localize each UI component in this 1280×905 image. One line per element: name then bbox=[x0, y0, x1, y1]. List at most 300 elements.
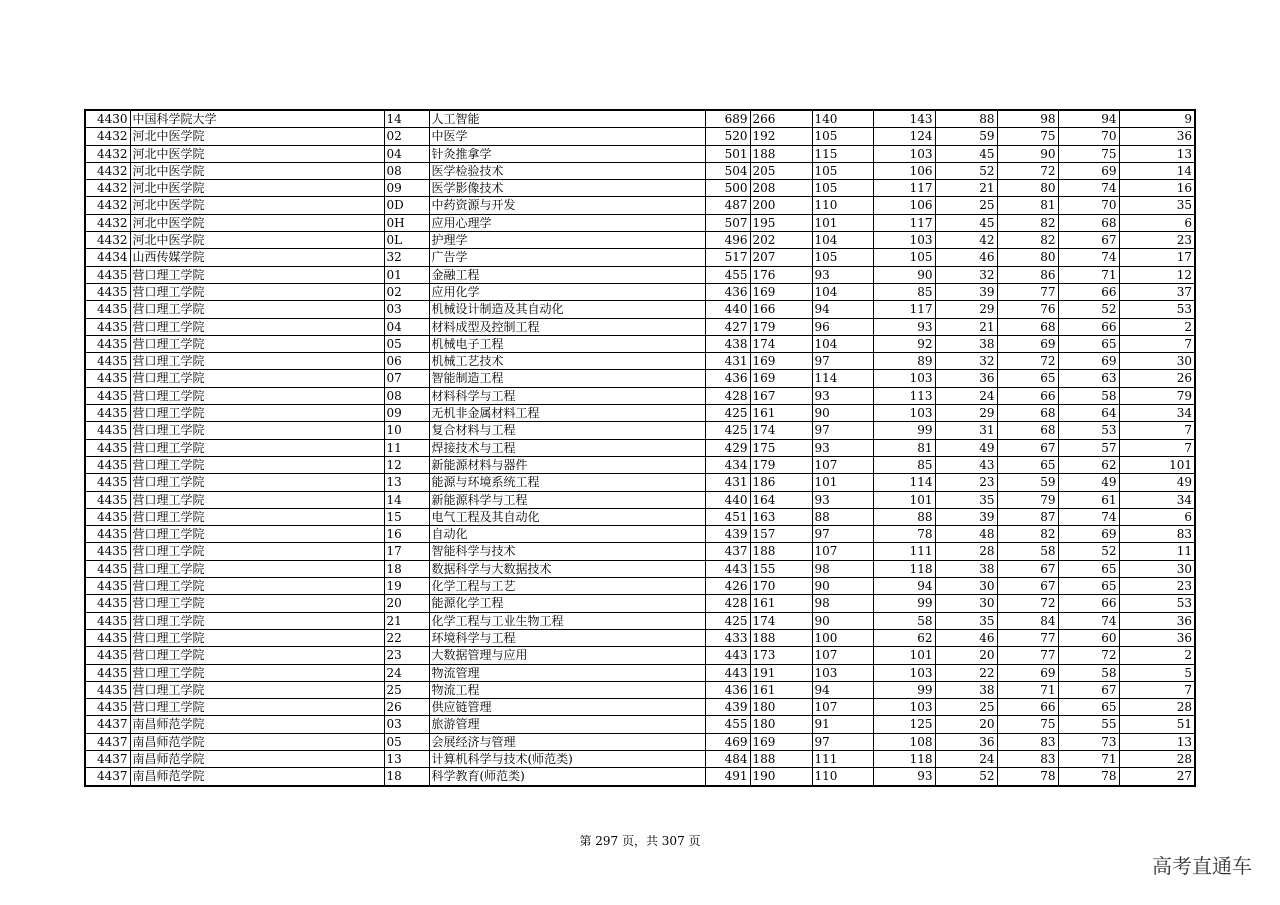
cell-score-c: 62 bbox=[873, 629, 935, 646]
cell-score-e: 76 bbox=[997, 301, 1058, 318]
cell-score-e: 71 bbox=[997, 681, 1058, 698]
cell-score-e: 68 bbox=[997, 422, 1058, 439]
cell-score-b: 93 bbox=[812, 491, 873, 508]
table-row bbox=[85, 335, 1195, 352]
cell-score-f: 70 bbox=[1058, 128, 1119, 145]
cell-school-code: 4432 bbox=[85, 180, 130, 197]
cell-score-e: 77 bbox=[997, 629, 1058, 646]
cell-major-name: 化学工程与工业生物工程 bbox=[429, 612, 705, 629]
cell-score-f: 58 bbox=[1058, 387, 1119, 404]
cell-school-name: 营口理工学院 bbox=[130, 612, 384, 629]
cell-score-f: 67 bbox=[1058, 681, 1119, 698]
cell-score-d: 46 bbox=[935, 629, 997, 646]
cell-score-b: 97 bbox=[812, 526, 873, 543]
cell-score-d: 20 bbox=[935, 647, 997, 664]
score-table bbox=[84, 109, 1196, 787]
cell-count: 36 bbox=[1119, 629, 1195, 646]
cell-score-f: 60 bbox=[1058, 629, 1119, 646]
cell-score-c: 111 bbox=[873, 543, 935, 560]
cell-count: 2 bbox=[1119, 318, 1195, 335]
table-body bbox=[85, 110, 1195, 786]
cell-major-code: 25 bbox=[384, 681, 429, 698]
cell-total-score: 436 bbox=[705, 681, 750, 698]
cell-school-code: 4432 bbox=[85, 214, 130, 231]
cell-score-b: 105 bbox=[812, 249, 873, 266]
cell-score-f: 69 bbox=[1058, 162, 1119, 179]
cell-score-b: 107 bbox=[812, 543, 873, 560]
cell-count: 26 bbox=[1119, 370, 1195, 387]
cell-score-f: 61 bbox=[1058, 491, 1119, 508]
cell-school-code: 4432 bbox=[85, 162, 130, 179]
cell-major-code: 21 bbox=[384, 612, 429, 629]
cell-score-f: 52 bbox=[1058, 543, 1119, 560]
cell-school-name: 河北中医学院 bbox=[130, 214, 384, 231]
cell-school-code: 4435 bbox=[85, 543, 130, 560]
page-footer: 第 297 页，共 307 页 bbox=[579, 834, 701, 848]
cell-major-name: 焊接技术与工程 bbox=[429, 439, 705, 456]
cell-school-code: 4435 bbox=[85, 266, 130, 283]
cell-score-d: 32 bbox=[935, 266, 997, 283]
cell-score-f: 63 bbox=[1058, 370, 1119, 387]
cell-score-c: 117 bbox=[873, 301, 935, 318]
cell-major-name: 医学检验技术 bbox=[429, 162, 705, 179]
cell-school-name: 营口理工学院 bbox=[130, 387, 384, 404]
cell-score-b: 101 bbox=[812, 474, 873, 491]
cell-score-b: 110 bbox=[812, 768, 873, 786]
cell-total-score: 429 bbox=[705, 439, 750, 456]
cell-school-name: 营口理工学院 bbox=[130, 474, 384, 491]
cell-count: 12 bbox=[1119, 266, 1195, 283]
cell-major-name: 机械电子工程 bbox=[429, 335, 705, 352]
cell-school-name: 营口理工学院 bbox=[130, 578, 384, 595]
cell-major-name: 环境科学与工程 bbox=[429, 629, 705, 646]
cell-major-name: 护理学 bbox=[429, 232, 705, 249]
cell-score-d: 24 bbox=[935, 387, 997, 404]
cell-score-a: 195 bbox=[750, 214, 812, 231]
cell-school-name: 营口理工学院 bbox=[130, 526, 384, 543]
cell-score-a: 161 bbox=[750, 595, 812, 612]
cell-score-c: 93 bbox=[873, 318, 935, 335]
cell-school-name: 南昌师范学院 bbox=[130, 768, 384, 786]
cell-school-name: 营口理工学院 bbox=[130, 543, 384, 560]
cell-school-code: 4435 bbox=[85, 612, 130, 629]
cell-major-name: 无机非金属材料工程 bbox=[429, 405, 705, 422]
cell-school-name: 营口理工学院 bbox=[130, 508, 384, 525]
cell-score-a: 191 bbox=[750, 664, 812, 681]
cell-score-d: 21 bbox=[935, 180, 997, 197]
cell-score-a: 179 bbox=[750, 456, 812, 473]
cell-major-code: 01 bbox=[384, 266, 429, 283]
cell-count: 2 bbox=[1119, 647, 1195, 664]
cell-school-code: 4435 bbox=[85, 335, 130, 352]
cell-total-score: 440 bbox=[705, 491, 750, 508]
cell-score-a: 188 bbox=[750, 629, 812, 646]
table-row bbox=[85, 474, 1195, 491]
cell-score-d: 29 bbox=[935, 405, 997, 422]
cell-major-name: 大数据管理与应用 bbox=[429, 647, 705, 664]
cell-total-score: 507 bbox=[705, 214, 750, 231]
cell-count: 79 bbox=[1119, 387, 1195, 404]
cell-total-score: 443 bbox=[705, 647, 750, 664]
cell-score-b: 100 bbox=[812, 629, 873, 646]
cell-major-name: 医学影像技术 bbox=[429, 180, 705, 197]
table-row bbox=[85, 387, 1195, 404]
cell-score-d: 30 bbox=[935, 595, 997, 612]
table-row bbox=[85, 595, 1195, 612]
table-row bbox=[85, 162, 1195, 179]
cell-score-d: 45 bbox=[935, 145, 997, 162]
cell-count: 53 bbox=[1119, 595, 1195, 612]
cell-score-a: 174 bbox=[750, 422, 812, 439]
cell-score-d: 52 bbox=[935, 162, 997, 179]
cell-score-e: 80 bbox=[997, 249, 1058, 266]
cell-score-e: 72 bbox=[997, 595, 1058, 612]
cell-school-name: 营口理工学院 bbox=[130, 422, 384, 439]
cell-school-code: 4435 bbox=[85, 370, 130, 387]
cell-score-c: 99 bbox=[873, 595, 935, 612]
cell-score-d: 25 bbox=[935, 699, 997, 716]
cell-score-b: 107 bbox=[812, 699, 873, 716]
cell-total-score: 487 bbox=[705, 197, 750, 214]
cell-score-b: 105 bbox=[812, 162, 873, 179]
cell-score-e: 87 bbox=[997, 508, 1058, 525]
cell-score-c: 103 bbox=[873, 664, 935, 681]
cell-score-c: 103 bbox=[873, 232, 935, 249]
cell-score-a: 170 bbox=[750, 578, 812, 595]
cell-total-score: 440 bbox=[705, 301, 750, 318]
cell-school-code: 4435 bbox=[85, 526, 130, 543]
cell-major-code: 18 bbox=[384, 768, 429, 786]
cell-score-c: 114 bbox=[873, 474, 935, 491]
cell-score-a: 161 bbox=[750, 681, 812, 698]
cell-score-b: 98 bbox=[812, 595, 873, 612]
cell-major-name: 能源与环境系统工程 bbox=[429, 474, 705, 491]
cell-score-d: 31 bbox=[935, 422, 997, 439]
cell-score-a: 169 bbox=[750, 370, 812, 387]
cell-total-score: 425 bbox=[705, 422, 750, 439]
cell-major-code: 05 bbox=[384, 733, 429, 750]
cell-major-name: 中医学 bbox=[429, 128, 705, 145]
cell-score-b: 104 bbox=[812, 335, 873, 352]
table-row bbox=[85, 716, 1195, 733]
cell-count: 36 bbox=[1119, 612, 1195, 629]
cell-score-b: 94 bbox=[812, 681, 873, 698]
cell-score-f: 57 bbox=[1058, 439, 1119, 456]
cell-score-c: 101 bbox=[873, 647, 935, 664]
cell-major-code: 0D bbox=[384, 197, 429, 214]
table-row bbox=[85, 560, 1195, 577]
cell-school-name: 营口理工学院 bbox=[130, 318, 384, 335]
cell-major-code: 09 bbox=[384, 405, 429, 422]
cell-score-b: 140 bbox=[812, 110, 873, 128]
cell-school-name: 营口理工学院 bbox=[130, 405, 384, 422]
cell-score-d: 38 bbox=[935, 335, 997, 352]
cell-school-code: 4435 bbox=[85, 491, 130, 508]
table-row bbox=[85, 629, 1195, 646]
cell-score-a: 192 bbox=[750, 128, 812, 145]
cell-score-a: 205 bbox=[750, 162, 812, 179]
cell-major-code: 10 bbox=[384, 422, 429, 439]
cell-score-a: 169 bbox=[750, 283, 812, 300]
cell-score-d: 29 bbox=[935, 301, 997, 318]
cell-major-name: 旅游管理 bbox=[429, 716, 705, 733]
cell-score-a: 161 bbox=[750, 405, 812, 422]
cell-total-score: 517 bbox=[705, 249, 750, 266]
cell-total-score: 431 bbox=[705, 353, 750, 370]
cell-major-name: 应用心理学 bbox=[429, 214, 705, 231]
table-row bbox=[85, 370, 1195, 387]
cell-score-f: 62 bbox=[1058, 456, 1119, 473]
cell-total-score: 469 bbox=[705, 733, 750, 750]
cell-score-d: 22 bbox=[935, 664, 997, 681]
cell-total-score: 428 bbox=[705, 595, 750, 612]
cell-major-name: 广告学 bbox=[429, 249, 705, 266]
cell-major-name: 机械工艺技术 bbox=[429, 353, 705, 370]
cell-score-d: 24 bbox=[935, 750, 997, 767]
cell-score-d: 42 bbox=[935, 232, 997, 249]
cell-score-d: 32 bbox=[935, 353, 997, 370]
cell-major-name: 数据科学与大数据技术 bbox=[429, 560, 705, 577]
cell-total-score: 433 bbox=[705, 629, 750, 646]
cell-score-f: 72 bbox=[1058, 647, 1119, 664]
cell-score-a: 173 bbox=[750, 647, 812, 664]
cell-major-name: 新能源材料与器件 bbox=[429, 456, 705, 473]
cell-score-e: 68 bbox=[997, 405, 1058, 422]
cell-major-code: 07 bbox=[384, 370, 429, 387]
cell-score-e: 77 bbox=[997, 647, 1058, 664]
cell-major-code: 04 bbox=[384, 318, 429, 335]
cell-score-b: 101 bbox=[812, 214, 873, 231]
cell-major-code: 14 bbox=[384, 110, 429, 128]
cell-count: 6 bbox=[1119, 214, 1195, 231]
cell-score-e: 72 bbox=[997, 162, 1058, 179]
cell-score-f: 94 bbox=[1058, 110, 1119, 128]
table-row bbox=[85, 318, 1195, 335]
cell-major-code: 32 bbox=[384, 249, 429, 266]
cell-count: 7 bbox=[1119, 681, 1195, 698]
cell-score-c: 85 bbox=[873, 456, 935, 473]
cell-score-b: 91 bbox=[812, 716, 873, 733]
cell-score-a: 188 bbox=[750, 543, 812, 560]
cell-score-d: 21 bbox=[935, 318, 997, 335]
cell-school-name: 河北中医学院 bbox=[130, 232, 384, 249]
cell-school-code: 4435 bbox=[85, 283, 130, 300]
table-row bbox=[85, 353, 1195, 370]
table-row bbox=[85, 145, 1195, 162]
cell-count: 34 bbox=[1119, 405, 1195, 422]
cell-total-score: 504 bbox=[705, 162, 750, 179]
cell-major-code: 13 bbox=[384, 474, 429, 491]
cell-score-d: 48 bbox=[935, 526, 997, 543]
cell-school-code: 4435 bbox=[85, 318, 130, 335]
cell-score-c: 103 bbox=[873, 370, 935, 387]
cell-major-code: 16 bbox=[384, 526, 429, 543]
cell-count: 35 bbox=[1119, 197, 1195, 214]
cell-score-d: 30 bbox=[935, 578, 997, 595]
cell-major-code: 02 bbox=[384, 128, 429, 145]
table-row bbox=[85, 508, 1195, 525]
cell-score-a: 164 bbox=[750, 491, 812, 508]
cell-school-name: 河北中医学院 bbox=[130, 128, 384, 145]
cell-score-c: 125 bbox=[873, 716, 935, 733]
table-row bbox=[85, 750, 1195, 767]
cell-school-name: 河北中医学院 bbox=[130, 145, 384, 162]
cell-school-code: 4435 bbox=[85, 456, 130, 473]
table-row bbox=[85, 197, 1195, 214]
cell-score-a: 186 bbox=[750, 474, 812, 491]
cell-score-b: 98 bbox=[812, 560, 873, 577]
cell-total-score: 436 bbox=[705, 283, 750, 300]
cell-major-name: 智能制造工程 bbox=[429, 370, 705, 387]
cell-school-code: 4432 bbox=[85, 128, 130, 145]
table-row bbox=[85, 456, 1195, 473]
cell-total-score: 439 bbox=[705, 699, 750, 716]
cell-score-d: 46 bbox=[935, 249, 997, 266]
cell-major-name: 化学工程与工艺 bbox=[429, 578, 705, 595]
cell-total-score: 500 bbox=[705, 180, 750, 197]
cell-total-score: 491 bbox=[705, 768, 750, 786]
cell-score-a: 174 bbox=[750, 335, 812, 352]
cell-school-name: 河北中医学院 bbox=[130, 162, 384, 179]
cell-school-name: 中国科学院大学 bbox=[130, 110, 384, 128]
cell-score-b: 107 bbox=[812, 647, 873, 664]
cell-score-b: 88 bbox=[812, 508, 873, 525]
cell-score-e: 82 bbox=[997, 214, 1058, 231]
cell-score-c: 99 bbox=[873, 422, 935, 439]
cell-count: 7 bbox=[1119, 439, 1195, 456]
cell-score-a: 169 bbox=[750, 733, 812, 750]
cell-score-c: 108 bbox=[873, 733, 935, 750]
cell-score-e: 82 bbox=[997, 526, 1058, 543]
cell-score-e: 75 bbox=[997, 128, 1058, 145]
cell-school-name: 河北中医学院 bbox=[130, 197, 384, 214]
cell-score-f: 73 bbox=[1058, 733, 1119, 750]
cell-score-f: 74 bbox=[1058, 612, 1119, 629]
cell-score-f: 68 bbox=[1058, 214, 1119, 231]
cell-total-score: 425 bbox=[705, 405, 750, 422]
cell-score-a: 188 bbox=[750, 145, 812, 162]
table-row bbox=[85, 232, 1195, 249]
cell-total-score: 436 bbox=[705, 370, 750, 387]
table-row bbox=[85, 283, 1195, 300]
cell-total-score: 425 bbox=[705, 612, 750, 629]
cell-score-a: 180 bbox=[750, 699, 812, 716]
table-row bbox=[85, 180, 1195, 197]
cell-school-name: 河北中医学院 bbox=[130, 180, 384, 197]
cell-total-score: 455 bbox=[705, 266, 750, 283]
cell-total-score: 428 bbox=[705, 387, 750, 404]
cell-school-code: 4435 bbox=[85, 405, 130, 422]
cell-score-f: 65 bbox=[1058, 335, 1119, 352]
cell-score-b: 90 bbox=[812, 612, 873, 629]
cell-score-e: 67 bbox=[997, 560, 1058, 577]
cell-major-code: 09 bbox=[384, 180, 429, 197]
cell-total-score: 443 bbox=[705, 560, 750, 577]
cell-score-b: 93 bbox=[812, 439, 873, 456]
cell-score-e: 78 bbox=[997, 768, 1058, 786]
cell-score-d: 45 bbox=[935, 214, 997, 231]
cell-count: 23 bbox=[1119, 232, 1195, 249]
cell-school-name: 山西传媒学院 bbox=[130, 249, 384, 266]
cell-score-c: 113 bbox=[873, 387, 935, 404]
cell-score-e: 59 bbox=[997, 474, 1058, 491]
cell-school-code: 4435 bbox=[85, 422, 130, 439]
cell-count: 16 bbox=[1119, 180, 1195, 197]
cell-score-b: 115 bbox=[812, 145, 873, 162]
cell-score-e: 66 bbox=[997, 387, 1058, 404]
cell-school-name: 营口理工学院 bbox=[130, 491, 384, 508]
cell-score-d: 20 bbox=[935, 716, 997, 733]
cell-score-e: 86 bbox=[997, 266, 1058, 283]
table-row bbox=[85, 110, 1195, 128]
cell-total-score: 427 bbox=[705, 318, 750, 335]
cell-score-e: 90 bbox=[997, 145, 1058, 162]
cell-score-c: 105 bbox=[873, 249, 935, 266]
cell-total-score: 520 bbox=[705, 128, 750, 145]
cell-score-e: 69 bbox=[997, 664, 1058, 681]
cell-score-d: 25 bbox=[935, 197, 997, 214]
cell-score-c: 93 bbox=[873, 768, 935, 786]
cell-major-name: 材料成型及控制工程 bbox=[429, 318, 705, 335]
cell-score-a: 266 bbox=[750, 110, 812, 128]
cell-count: 51 bbox=[1119, 716, 1195, 733]
cell-count: 101 bbox=[1119, 456, 1195, 473]
cell-major-name: 中药资源与开发 bbox=[429, 197, 705, 214]
cell-score-a: 174 bbox=[750, 612, 812, 629]
cell-score-a: 175 bbox=[750, 439, 812, 456]
cell-score-c: 143 bbox=[873, 110, 935, 128]
cell-school-name: 营口理工学院 bbox=[130, 353, 384, 370]
cell-score-a: 163 bbox=[750, 508, 812, 525]
cell-school-name: 营口理工学院 bbox=[130, 681, 384, 698]
cell-count: 30 bbox=[1119, 560, 1195, 577]
cell-score-b: 96 bbox=[812, 318, 873, 335]
cell-score-f: 49 bbox=[1058, 474, 1119, 491]
cell-score-e: 80 bbox=[997, 180, 1058, 197]
cell-score-a: 180 bbox=[750, 716, 812, 733]
cell-count: 5 bbox=[1119, 664, 1195, 681]
cell-total-score: 431 bbox=[705, 474, 750, 491]
cell-count: 6 bbox=[1119, 508, 1195, 525]
cell-score-e: 83 bbox=[997, 750, 1058, 767]
cell-score-a: 157 bbox=[750, 526, 812, 543]
cell-school-name: 营口理工学院 bbox=[130, 560, 384, 577]
cell-school-code: 4432 bbox=[85, 197, 130, 214]
cell-major-name: 电气工程及其自动化 bbox=[429, 508, 705, 525]
cell-score-a: 176 bbox=[750, 266, 812, 283]
cell-total-score: 434 bbox=[705, 456, 750, 473]
cell-major-name: 金融工程 bbox=[429, 266, 705, 283]
cell-total-score: 426 bbox=[705, 578, 750, 595]
cell-school-name: 营口理工学院 bbox=[130, 664, 384, 681]
cell-score-b: 107 bbox=[812, 456, 873, 473]
cell-score-a: 167 bbox=[750, 387, 812, 404]
cell-total-score: 437 bbox=[705, 543, 750, 560]
cell-score-f: 58 bbox=[1058, 664, 1119, 681]
cell-score-d: 88 bbox=[935, 110, 997, 128]
cell-score-d: 49 bbox=[935, 439, 997, 456]
table-row bbox=[85, 612, 1195, 629]
cell-major-code: 26 bbox=[384, 699, 429, 716]
cell-major-name: 计算机科学与技术(师范类) bbox=[429, 750, 705, 767]
cell-count: 27 bbox=[1119, 768, 1195, 786]
cell-major-code: 08 bbox=[384, 387, 429, 404]
cell-school-code: 4437 bbox=[85, 768, 130, 786]
cell-score-d: 23 bbox=[935, 474, 997, 491]
cell-major-code: 24 bbox=[384, 664, 429, 681]
table-row bbox=[85, 578, 1195, 595]
cell-major-name: 复合材料与工程 bbox=[429, 422, 705, 439]
